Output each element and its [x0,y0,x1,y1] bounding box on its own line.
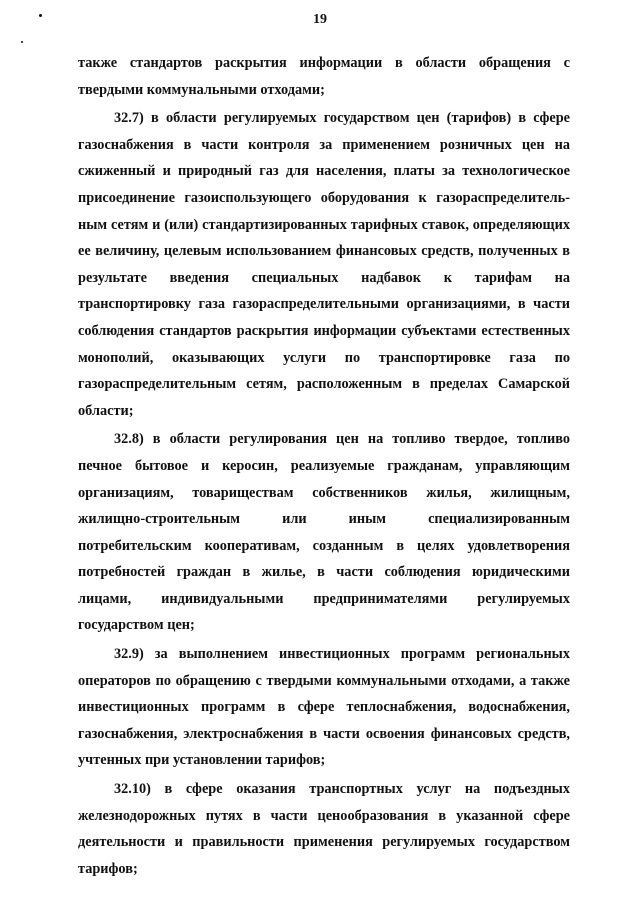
paragraph-continuation: также стандартов раскрытия информации в области обращения с твердыми коммунальными отходами; [78,55,570,98]
paragraph-32-7: 32.7) в области регулируемых государством цен (тарифов) в сфере газоснабжения в части контроля за применением розничных цен на сжиженный и природный газ для населения, платы за технологическое присоединение газоиспользующего оборудования к газораспределитель-ным сетям и (или) стандартизированных тарифных ставок, определяющих ее величину, целевым использованием финансовых средств, полученных в результате введения специальных надбавок к тарифам на транспортировку газа газораспределительными организациями, в части соблюдения стандартов раскрытия информации субъектами естественных монополий, оказывающих услуги по транспортировке газа по газораспределительным сетям, расположенным в пределах Самарской области; [78,110,570,419]
scan-speck [21,41,23,43]
paragraph-32-8: 32.8) в области регулирования цен на топливо твердое, топливо печное бытовое и керосин, реализуемые гражданам, управляющим организациям, товариществам собственников жилья, жилищным, жилищно-строительным или иным специализированным потребительским кооперативам, созданным в целях удовлетворения потребностей граждан в жилье, в части соблюдения юридическими лицами, индивидуальными предпринимателями регулируемых государством цен; [78,431,570,634]
paragraph-32-10: 32.10) в сфере оказания транспортных услуг на подъездных железнодорожных путях в части ценообразования в указанной сфере деятельности и правильности применения регулируемых государством тарифов; [78,781,570,877]
paragraph-32-9: 32.9) за выполнением инвестиционных программ региональных операторов по обращению с твердыми коммунальными отходами, а также инвестиционных программ в сфере теплоснабжения, водоснабжения, газоснабжения, электроснабжения в части освоения финансовых средств, учтенных при установлении тарифов; [78,646,570,769]
page-number: 19 [313,12,327,27]
document-body [78,50,570,882]
